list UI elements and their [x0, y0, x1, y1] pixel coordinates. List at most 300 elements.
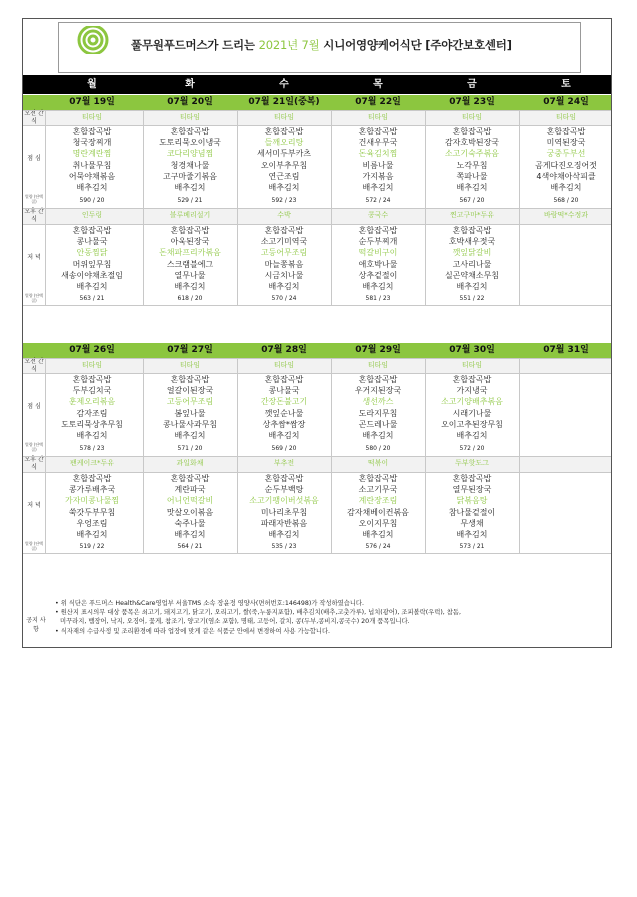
am-snack-item: 티타임 — [273, 361, 295, 369]
am-snack-label: 오전 간식 — [24, 358, 44, 373]
date-cell: 07월 28일 — [261, 345, 307, 355]
dinner-row — [23, 472, 611, 540]
dinner-cell — [45, 225, 139, 292]
pm-snack-cell — [331, 456, 425, 471]
lunch-menu-item: 두부김치국 — [72, 386, 112, 396]
menu-sheet — [22, 18, 612, 648]
am-snack-item: 티타임 — [367, 361, 389, 369]
lunch-menu-item: 곤드레나물 — [358, 419, 398, 429]
dinner-menu-item: 상추겉절이 — [358, 270, 398, 280]
lunch-nutrition-cell — [425, 445, 519, 452]
pm-snack-item: 블루베리설기 — [169, 211, 211, 219]
notice-list — [55, 599, 607, 636]
lunch-label: 점 심 — [27, 155, 41, 162]
pm-snack-item: 과일화채 — [176, 459, 204, 467]
dinner-menu-item: 고사리나물 — [452, 259, 492, 269]
page-title — [131, 37, 512, 53]
date-cell: 07월 24일 — [543, 97, 589, 107]
notice-label: 공지 사항 — [26, 617, 46, 633]
row-divider — [23, 373, 611, 374]
dinner-nutrition-cell — [425, 543, 519, 550]
am-snack-item: 티타임 — [461, 113, 483, 121]
row-divider — [23, 305, 611, 306]
dinner-cell — [425, 473, 519, 540]
row-divider — [23, 208, 611, 209]
am-snack-cell — [237, 358, 331, 373]
lunch-menu-item: 청경채나물 — [170, 160, 210, 170]
dinner-nutrition-cell — [45, 295, 139, 302]
lunch-cell — [237, 126, 331, 193]
pm-snack-cell — [237, 456, 331, 471]
dinner-cell — [237, 225, 331, 292]
nutrition-value: 551 / 22 — [459, 295, 485, 302]
nutrition-value: 580 / 20 — [365, 445, 391, 452]
lunch-cell — [143, 126, 237, 193]
row-divider — [23, 110, 611, 111]
dinner-menu-item: 오이지무침 — [358, 518, 398, 528]
lunch-nutrition-cell — [331, 445, 425, 452]
lunch-menu-item: 돈육김치찜 — [358, 149, 398, 159]
dinner-menu-item: 참나물겉절이 — [448, 507, 496, 517]
dinner-menu-item: 배추김치 — [362, 530, 394, 540]
lunch-nutrition-cell — [45, 197, 139, 204]
lunch-menu-item: 청국장찌개 — [72, 138, 112, 148]
lunch-menu-item: 배추김치 — [76, 183, 108, 193]
lunch-menu-item: 상추쌈*쌈장 — [262, 419, 306, 429]
lunch-menu-item: 소고기숙주볶음 — [444, 149, 500, 159]
lunch-menu-item: 배추김치 — [76, 431, 108, 441]
lunch-nutrition-cell — [425, 197, 519, 204]
pm-snack-cell — [425, 456, 519, 471]
dinner-menu-item: 아욱된장국 — [170, 237, 210, 247]
lunch-menu-item: 세서미두부카츠 — [256, 149, 312, 159]
dinner-row — [23, 224, 611, 292]
am-snack-item: 티타임 — [555, 113, 577, 121]
lunch-menu-item: 혼합잡곡밥 — [170, 127, 210, 136]
lunch-menu-item: 연근조림 — [268, 171, 300, 181]
dinner-menu-item: 가자미콩나물찜 — [64, 496, 120, 506]
lunch-row — [23, 125, 611, 193]
lunch-menu-item: 4색야채아삭피클 — [536, 171, 596, 181]
lunch-menu-item: 비름나물 — [362, 160, 394, 170]
lunch-nutrition-cell — [331, 197, 425, 204]
dinner-menu-item: 호박새우젓국 — [448, 237, 496, 247]
lunch-menu-item: 곰게다진오징어젓 — [535, 160, 597, 170]
lunch-menu-item: 미역된장국 — [546, 138, 586, 148]
dinner-cell — [143, 473, 237, 540]
pm-snack-item: 팬케이크*두유 — [69, 459, 115, 467]
lunch-cell — [519, 126, 613, 193]
am-snack-cell — [143, 358, 237, 373]
lunch-menu-item: 코다리양념찜 — [166, 149, 214, 159]
pm-snack-label: 오후 간식 — [24, 456, 44, 471]
date-cell: 07월 27일 — [167, 345, 213, 355]
row-divider — [23, 224, 611, 225]
dinner-menu-item: 실곤약채소무침 — [444, 270, 500, 280]
am-snack-cell — [143, 110, 237, 125]
nutrition-value: 571 / 20 — [177, 445, 203, 452]
nutrition-value: 568 / 20 — [553, 197, 579, 204]
nutrition-value: 567 / 20 — [459, 197, 485, 204]
lunch-cell — [331, 126, 425, 193]
dinner-menu-item: 배추김치 — [76, 530, 108, 540]
lunch-nutrition-row — [23, 193, 611, 208]
lunch-menu-item: 가지냉국 — [456, 386, 488, 396]
row-divider — [23, 358, 611, 359]
pm-snack-row — [23, 456, 611, 472]
dinner-nutrition-cell — [425, 295, 519, 302]
dinner-menu-item: 마늘쫑볶음 — [264, 259, 304, 269]
nutrition-value: 570 / 24 — [271, 295, 297, 302]
dinner-menu-item: 혼합잡곡밥 — [264, 226, 304, 235]
dinner-menu-item: 우엉조림 — [76, 518, 108, 528]
dinner-menu-item: 머위잎무침 — [72, 259, 112, 269]
dinner-nutrition-cell — [237, 543, 331, 550]
dinner-menu-item: 순두부찌개 — [358, 237, 398, 247]
lunch-menu-item: 배추김치 — [456, 183, 488, 193]
lunch-menu-item: 얼갈이된장국 — [166, 386, 214, 396]
dinner-nutrition-label: 열량 (단백질) — [24, 293, 44, 303]
lunch-menu-item: 궁중두부선 — [546, 149, 586, 159]
date-row — [23, 343, 611, 358]
column-divider — [331, 110, 332, 305]
dinner-menu-item: 혼합잡곡밥 — [358, 226, 398, 235]
nutrition-value: 581 / 23 — [365, 295, 391, 302]
lunch-menu-item: 혼합잡곡밥 — [72, 127, 112, 136]
lunch-cell — [45, 374, 139, 441]
title-prefix: 풀무원푸드머스가 드리는 — [131, 38, 255, 52]
nutrition-value: 590 / 20 — [79, 197, 105, 204]
dinner-cell — [331, 225, 425, 292]
pm-snack-cell — [45, 208, 139, 223]
title-month: 2021년 7월 — [258, 38, 320, 52]
dinner-menu-item: 혼합잡곡밥 — [264, 474, 304, 483]
lunch-menu-item: 명란계란찜 — [72, 149, 112, 159]
am-snack-row — [23, 358, 611, 373]
dinner-nutrition-row — [23, 540, 611, 553]
date-row — [23, 95, 611, 110]
lunch-menu-item: 노각무침 — [456, 160, 488, 170]
row-divider — [23, 125, 611, 126]
nutrition-value: 572 / 20 — [459, 445, 485, 452]
pm-snack-cell — [45, 456, 139, 471]
weekday-0: 월 — [87, 79, 97, 90]
lunch-menu-item: 오이부추무침 — [260, 160, 308, 170]
dinner-menu-item: 소고기팽이버섯볶음 — [249, 496, 319, 506]
lunch-nutrition-cell — [45, 445, 139, 452]
lunch-menu-item: 오이고추된장무침 — [441, 419, 503, 429]
lunch-menu-item: 감자호박된장국 — [444, 138, 500, 148]
date-cell: 07월 21일(중복) — [248, 97, 320, 107]
dinner-menu-item: 새송이야채초절임 — [61, 270, 123, 280]
pm-snack-cell — [143, 456, 237, 471]
lunch-menu-item: 생선까스 — [362, 397, 394, 407]
am-snack-row — [23, 110, 611, 125]
notice-section — [23, 594, 611, 648]
lunch-menu-item: 혼합잡곡밥 — [452, 375, 492, 384]
lunch-label: 점 심 — [27, 403, 41, 410]
pm-snack-item: 부추전 — [273, 459, 295, 467]
am-snack-cell — [45, 110, 139, 125]
lunch-menu-item: 소고기양배추볶음 — [441, 397, 503, 407]
lunch-menu-item: 봄잎나물 — [174, 408, 206, 418]
pm-snack-item: 찐고구마*두유 — [449, 211, 495, 219]
nutrition-value: 519 / 22 — [79, 543, 105, 550]
lunch-menu-item: 가지볶음 — [362, 171, 394, 181]
am-snack-cell — [331, 110, 425, 125]
dinner-nutrition-row — [23, 292, 611, 305]
pm-snack-item: 바람떡*수정과 — [543, 211, 589, 219]
dinner-menu-item: 콩가루배추국 — [68, 485, 116, 495]
nutrition-value: 535 / 23 — [271, 543, 297, 550]
dinner-nutrition-cell — [331, 543, 425, 550]
date-cell: 07월 30일 — [449, 345, 495, 355]
dinner-menu-item: 배추김치 — [268, 530, 300, 540]
dinner-nutrition-cell — [237, 295, 331, 302]
date-cell: 07월 29일 — [355, 345, 401, 355]
weekday-2: 수 — [279, 79, 289, 90]
pm-snack-cell — [519, 208, 613, 223]
dinner-menu-item: 스크램블에그 — [166, 259, 214, 269]
pm-snack-item: 콩국수 — [367, 211, 389, 219]
dinner-menu-item: 돈채파프리카볶음 — [159, 248, 221, 258]
pm-snack-row — [23, 208, 611, 224]
lunch-menu-item: 감자조림 — [76, 408, 108, 418]
dinner-menu-item: 감자채베이컨볶음 — [347, 507, 409, 517]
date-cell: 07월 19일 — [69, 97, 115, 107]
column-divider — [519, 110, 520, 305]
dinner-menu-item: 맛살오이볶음 — [166, 507, 214, 517]
notice-item: 미꾸라지, 뱀장어, 낙지, 오징어, 꽃게, 참조기, 양고기(염소 포함), 명태, 고등어, 갈치, 콩(두부,콩비지,콩국수) 20개 품목입니다. — [60, 618, 410, 626]
pulmuone-logo — [69, 26, 131, 70]
lunch-menu-item: 배추김치 — [456, 431, 488, 441]
nutrition-value: 572 / 24 — [365, 197, 391, 204]
lunch-menu-item: 혼합잡곡밥 — [72, 375, 112, 384]
am-snack-cell — [45, 358, 139, 373]
column-divider — [45, 358, 46, 553]
weekday-4: 금 — [467, 79, 477, 90]
weekday-5: 토 — [561, 79, 571, 90]
dinner-menu-item: 파래자반볶음 — [260, 518, 308, 528]
lunch-menu-item: 간장돈불고기 — [260, 397, 308, 407]
lunch-menu-item: 도토리묵상추무침 — [61, 419, 123, 429]
lunch-menu-item: 배추김치 — [362, 183, 394, 193]
notice-item: • 식자재의 수급사정 및 조리환경에 따라 업장에 맞게 같은 식품군 안에서 변경하여 사용 가능합니다. — [55, 627, 607, 636]
dinner-cell — [143, 225, 237, 292]
column-divider — [143, 110, 144, 305]
dinner-menu-item: 떡갈비구이 — [358, 248, 398, 258]
dinner-menu-item: 무생채 — [460, 518, 484, 528]
lunch-menu-item: 우거지된장국 — [354, 386, 402, 396]
am-snack-item: 티타임 — [81, 113, 103, 121]
row-divider — [23, 472, 611, 473]
dinner-menu-item: 소고기미역국 — [260, 237, 308, 247]
dinner-nutrition-cell — [331, 295, 425, 302]
dinner-menu-item: 계란장조림 — [358, 496, 398, 506]
dinner-menu-item: 열무나물 — [174, 270, 206, 280]
pm-snack-item: 떡볶이 — [367, 459, 389, 467]
dinner-menu-item: 배추김치 — [268, 282, 300, 292]
dinner-cell — [425, 225, 519, 292]
lunch-menu-item: 혼합잡곡밥 — [546, 127, 586, 136]
lunch-menu-item: 훈제오리볶음 — [68, 397, 116, 407]
lunch-menu-item: 혼합잡곡밥 — [170, 375, 210, 384]
notice-item: • 원산지 표시의무 대상 품목은 쇠고기, 돼지고기, 닭고기, 오리고기, 쌀(죽,누룽지포함), 배추김치(배추,고춧가루), 넙치(광어), 조피볼락(우럭), 참돔, — [55, 608, 607, 617]
nutrition-value: 563 / 21 — [79, 295, 105, 302]
dinner-menu-item: 안동찜닭 — [76, 248, 108, 258]
column-divider — [425, 110, 426, 305]
nutrition-value: 569 / 20 — [271, 445, 297, 452]
dinner-menu-item: 어니언떡갈비 — [166, 496, 214, 506]
dinner-menu-item: 혼합잡곡밥 — [170, 226, 210, 235]
date-cell: 07월 23일 — [449, 97, 495, 107]
am-snack-cell — [237, 110, 331, 125]
pm-snack-cell — [237, 208, 331, 223]
dinner-menu-item: 고등어무조림 — [260, 248, 308, 258]
dinner-menu-item: 혼합잡곡밥 — [170, 474, 210, 483]
nutrition-value: 618 / 20 — [177, 295, 203, 302]
nutrition-value: 592 / 23 — [271, 197, 297, 204]
am-snack-item: 티타임 — [461, 361, 483, 369]
dinner-cell — [45, 473, 139, 540]
lunch-menu-item: 깻잎순나물 — [264, 408, 304, 418]
lunch-cell — [45, 126, 139, 193]
notice-item: • 위 식단은 푸드머스 Health&Care영업부 서울TMS 소속 장윤정 영양사(면허번호:146498)가 작성하였습니다. — [55, 599, 607, 608]
lunch-menu-item: 배추김치 — [268, 431, 300, 441]
lunch-menu-item: 고등어무조림 — [166, 397, 214, 407]
column-divider — [519, 358, 520, 553]
am-snack-cell — [331, 358, 425, 373]
lunch-menu-item: 취나물무침 — [72, 160, 112, 170]
dinner-menu-item: 배추김치 — [362, 282, 394, 292]
dinner-nutrition-cell — [143, 295, 237, 302]
column-divider — [237, 358, 238, 553]
lunch-menu-item: 시래기나물 — [452, 408, 492, 418]
am-snack-item: 티타임 — [367, 113, 389, 121]
nutrition-value: 529 / 21 — [177, 197, 203, 204]
pm-snack-item: 인두링 — [81, 211, 103, 219]
lunch-menu-item: 어묵야채볶음 — [68, 171, 116, 181]
lunch-menu-item: 건새우무국 — [358, 138, 398, 148]
weekday-header-row — [23, 75, 611, 94]
row-divider — [23, 456, 611, 457]
lunch-menu-item: 배추김치 — [362, 431, 394, 441]
dinner-menu-item: 계란파국 — [174, 485, 206, 495]
nutrition-value: 576 / 24 — [365, 543, 391, 550]
dinner-menu-item: 배추김치 — [456, 282, 488, 292]
dinner-label: 저 녁 — [27, 254, 41, 261]
dinner-menu-item: 소고기무국 — [358, 485, 398, 495]
lunch-menu-item: 콩나물사과무침 — [162, 419, 218, 429]
column-divider — [45, 110, 46, 305]
lunch-cell — [331, 374, 425, 441]
lunch-menu-item: 혼합잡곡밥 — [358, 375, 398, 384]
dinner-cell — [237, 473, 331, 540]
dinner-menu-item: 순두부백탕 — [264, 485, 304, 495]
lunch-cell — [425, 126, 519, 193]
nutrition-value: 573 / 21 — [459, 543, 485, 550]
lunch-nutrition-row — [23, 441, 611, 456]
pm-snack-label: 오후 간식 — [24, 208, 44, 223]
lunch-menu-item: 고구마줄기볶음 — [162, 171, 218, 181]
column-divider — [143, 358, 144, 553]
dinner-label: 저 녁 — [27, 502, 41, 509]
am-snack-cell — [425, 358, 519, 373]
header-banner — [58, 22, 581, 73]
am-snack-cell — [519, 110, 613, 125]
lunch-nutrition-cell — [519, 197, 613, 204]
date-cell: 07월 20일 — [167, 97, 213, 107]
lunch-nutrition-cell — [237, 197, 331, 204]
pm-snack-cell — [425, 208, 519, 223]
dinner-menu-item: 쑥갓두부무침 — [68, 507, 116, 517]
lunch-menu-item: 혼합잡곡밥 — [264, 375, 304, 384]
lunch-menu-item: 배추김치 — [268, 183, 300, 193]
lunch-nutrition-cell — [143, 445, 237, 452]
dinner-menu-item: 미나리초무침 — [260, 507, 308, 517]
am-snack-item: 티타임 — [179, 361, 201, 369]
lunch-cell — [237, 374, 331, 441]
nutrition-value: 564 / 21 — [177, 543, 203, 550]
lunch-menu-item: 콩나물국 — [268, 386, 300, 396]
dinner-menu-item: 혼합잡곡밥 — [452, 226, 492, 235]
pm-snack-cell — [143, 208, 237, 223]
dinner-menu-item: 애호박나물 — [358, 259, 398, 269]
lunch-menu-item: 배추김치 — [174, 183, 206, 193]
am-snack-item: 티타임 — [81, 361, 103, 369]
dinner-menu-item: 열무된장국 — [452, 485, 492, 495]
lunch-row — [23, 373, 611, 441]
lunch-nutrition-label: 열량 (단백질) — [24, 442, 44, 452]
lunch-menu-item: 쪽파나물 — [456, 171, 488, 181]
lunch-cell — [143, 374, 237, 441]
am-snack-item: 티타임 — [179, 113, 201, 121]
lunch-nutrition-label: 열량 (단백질) — [24, 194, 44, 204]
pm-snack-item: 수박 — [277, 211, 291, 219]
lunch-menu-item: 들깨오리탕 — [264, 138, 304, 148]
title-suffix: 시니어영양케어식단 [주야간보호센터] — [323, 38, 512, 52]
lunch-menu-item: 배추김치 — [174, 431, 206, 441]
pm-snack-item: 두부핫도그 — [455, 459, 489, 467]
dinner-menu-item: 닭볶음탕 — [456, 496, 488, 506]
am-snack-label: 오전 간식 — [24, 110, 44, 125]
date-cell: 07월 31일 — [543, 345, 589, 355]
pm-snack-cell — [331, 208, 425, 223]
lunch-nutrition-cell — [143, 197, 237, 204]
dinner-menu-item: 배추김치 — [174, 282, 206, 292]
nutrition-value: 578 / 23 — [79, 445, 105, 452]
lunch-menu-item: 혼합잡곡밥 — [264, 127, 304, 136]
lunch-menu-item: 혼합잡곡밥 — [452, 127, 492, 136]
dinner-menu-item: 깻잎닭갈비 — [452, 248, 492, 258]
lunch-nutrition-cell — [237, 445, 331, 452]
lunch-cell — [425, 374, 519, 441]
dinner-menu-item: 배추김치 — [456, 530, 488, 540]
dinner-nutrition-cell — [143, 543, 237, 550]
date-cell: 07월 22일 — [355, 97, 401, 107]
dinner-menu-item: 배추김치 — [76, 282, 108, 292]
dinner-menu-item: 혼합잡곡밥 — [358, 474, 398, 483]
lunch-menu-item: 도토리묵오이냉국 — [159, 138, 221, 148]
weekday-1: 화 — [185, 79, 195, 90]
dinner-nutrition-label: 열량 (단백질) — [24, 541, 44, 551]
dinner-cell — [331, 473, 425, 540]
lunch-menu-item: 배추김치 — [550, 183, 582, 193]
column-divider — [425, 358, 426, 553]
dinner-menu-item: 배추김치 — [174, 530, 206, 540]
date-cell: 07월 26일 — [69, 345, 115, 355]
dinner-nutrition-cell — [45, 543, 139, 550]
